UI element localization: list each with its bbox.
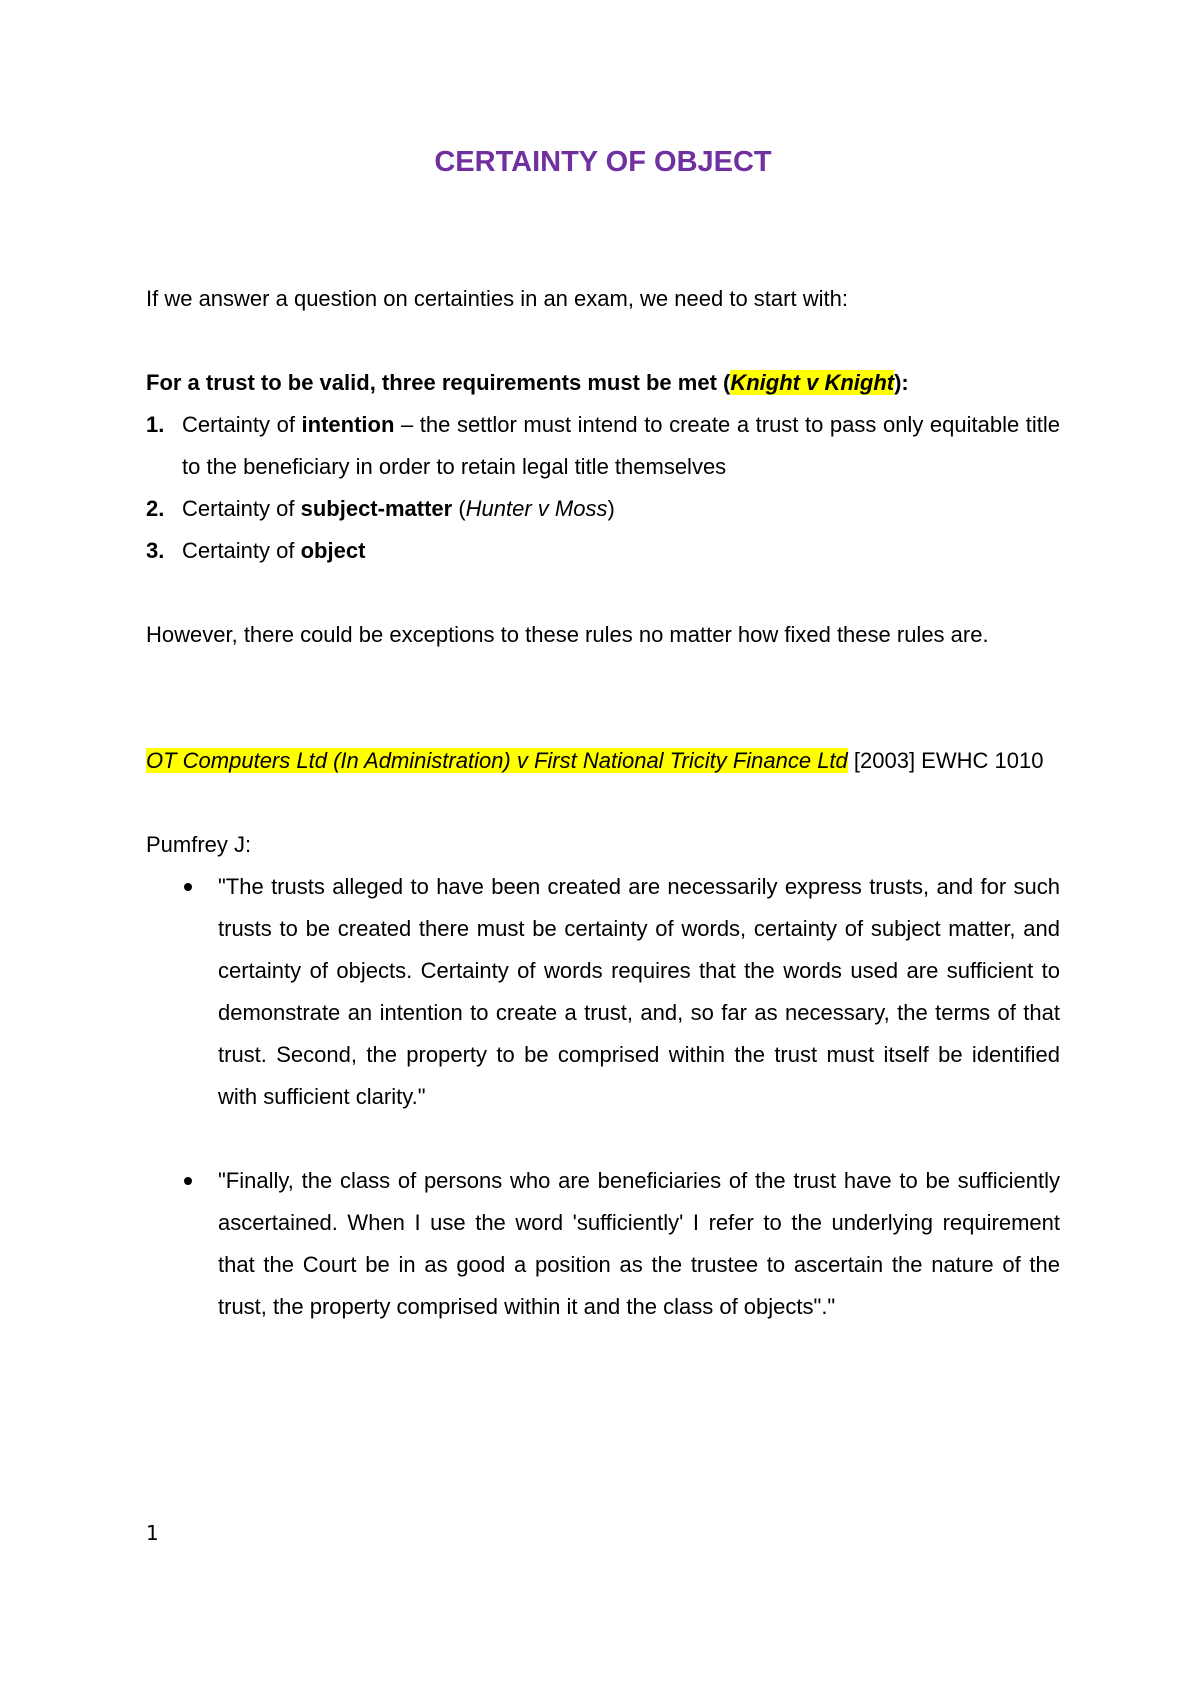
quote-text: "Finally, the class of persons who are beneficiaries of the trust have to be sufficiently ascertained. When I use the word 'sufficiently' I refer to the underlying requirement that the Court be in as good a position as the trustee to ascertain the nature of the trust, the property comprised within it and the class of objects"." (218, 1168, 1060, 1319)
requirement-text: Certainty of (182, 538, 301, 563)
requirements-heading-end: ): (894, 370, 909, 395)
case-name: OT Computers Ltd (In Administration) v First National Tricity Finance Ltd (146, 748, 848, 773)
requirement-number: 3. (146, 538, 165, 563)
requirement-number: 1. (146, 412, 165, 437)
case-paren-open: ( (458, 496, 466, 521)
requirement-item (146, 404, 1060, 488)
requirement-description: – the settlor must intend to create a trust to pass only equitable title to the beneficiary in order to retain legal title themselves (182, 412, 1060, 479)
requirements-heading (146, 362, 909, 404)
requirements-heading-text: For a trust to be valid, three requirements must be met ( (146, 370, 731, 395)
requirement-term: intention (301, 412, 395, 437)
page-title: CERTAINTY OF OBJECT (434, 146, 772, 178)
knight-v-knight-case: Knight v Knight (730, 370, 895, 395)
quote-item (146, 866, 1060, 1118)
bullet-icon (184, 883, 192, 891)
requirement-text: Certainty of (182, 412, 302, 437)
case-citation (146, 740, 1060, 782)
requirement-term: subject-matter (300, 496, 453, 521)
requirement-text: Certainty of (182, 496, 301, 521)
requirement-term: object (300, 538, 366, 563)
hunter-v-moss-case: Hunter v Moss (465, 496, 608, 521)
page-number: 1 (146, 1521, 159, 1545)
requirement-number: 2. (146, 496, 165, 521)
case-reference: [2003] EWHC 1010 (853, 748, 1044, 773)
quote-item (146, 1160, 1060, 1328)
quotes-list (146, 866, 1060, 1328)
intro-paragraph: If we answer a question on certainties in an exam, we need to start with: (146, 286, 848, 311)
requirement-item (146, 488, 1060, 530)
requirements-list (146, 404, 1060, 572)
bullet-icon (184, 1177, 192, 1185)
exceptions-paragraph: However, there could be exceptions to these rules no matter how fixed these rules are. (146, 622, 989, 647)
judge-name: Pumfrey J: (146, 832, 252, 857)
quote-text: "The trusts alleged to have been created are necessarily express trusts, and for such trusts to be created there must be certainty of words, certainty of subject matter, and certainty of objects. Certainty of words requires that the words used are sufficient to demonstrate an intention to create a trust, and, so far as necessary, the terms of that trust. Second, the property to be comprised within the trust must itself be identified with sufficient clarity." (218, 874, 1060, 1109)
requirement-item (146, 530, 1060, 572)
case-paren-close: ) (607, 496, 615, 521)
